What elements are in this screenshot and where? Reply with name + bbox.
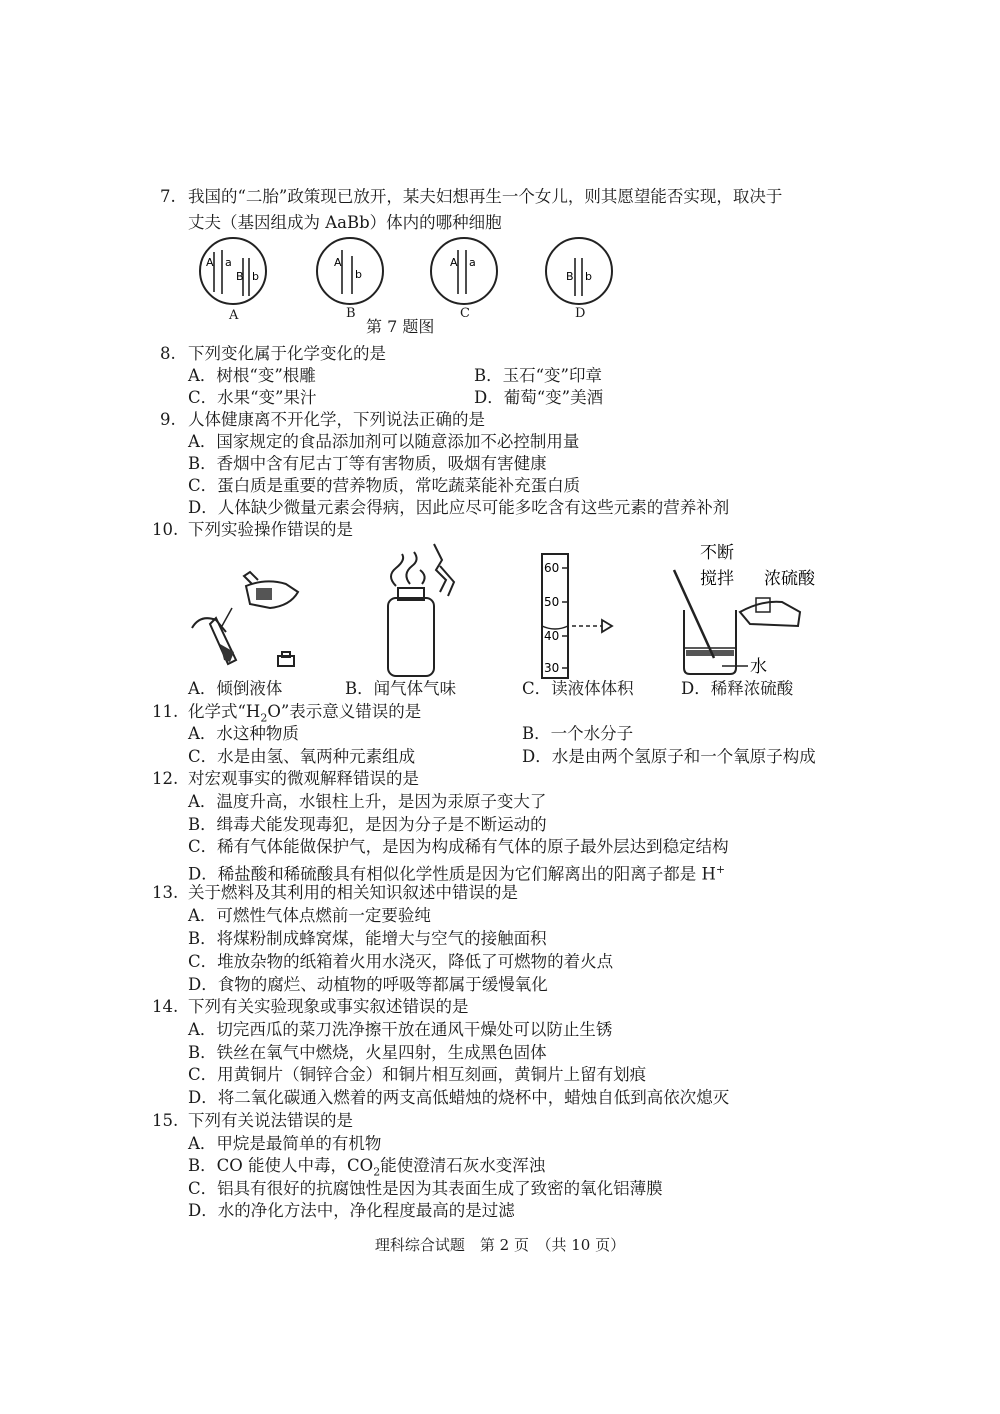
cell-label-b: B [346,306,356,321]
cell-a-gene-4: b [252,270,259,283]
question-14-stem: 下列有关实验现象或事实叙述错误的是 [188,997,469,1016]
cell-a-diagram [200,238,266,304]
question-13-option-b: B．将煤粉制成蜂窝煤，能增大与空气的接触面积 [188,929,547,948]
question-10-option-b: B．闻气体气味 [345,679,457,698]
cell-label-d: D [575,306,586,321]
cylinder-mark-50: 50 [544,595,560,609]
cylinder-mark-40: 40 [544,629,560,643]
cell-label-c: C [460,306,470,321]
question-7-number: 7. [160,187,176,206]
cell-c-gene-1: A [450,256,458,269]
question-8-option-d: D．葡萄“变”美酒 [474,388,604,407]
question-11-option-d: D．水是由两个氢原子和一个氧原子构成 [522,747,816,766]
cell-d-gene-1: B [566,270,574,283]
question-9-option-b: B．香烟中含有尼古丁等有害物质，吸烟有害健康 [188,454,547,473]
cell-a-gene-2: a [225,256,232,269]
cylinder-mark-30: 30 [544,661,560,675]
cell-c-diagram [431,238,497,304]
question-9-stem: 人体健康离不开化学，下列说法正确的是 [188,410,485,429]
question-12-option-a: A．温度升高，水银柱上升，是因为汞原子变大了 [188,792,547,811]
question-14-option-c: C．用黄铜片（铜锌合金）和铜片相互刻画，黄铜片上留有划痕 [188,1065,647,1084]
stir-text-2: 搅拌 [700,569,734,589]
question-15-number: 15. [152,1111,179,1130]
question-12-option-b: B．缉毒犬能发现毒犯，是因为分子是不断运动的 [188,815,547,834]
question-11-number: 11. [152,702,179,721]
smelling-gas-figure [376,540,466,680]
question-15-option-d: D．水的净化方法中，净化程度最高的是过滤 [188,1201,515,1220]
question-7-caption: 第 7 题图 [366,317,435,336]
question-13-option-a: A．可燃性气体点燃前一定要验纯 [188,906,431,925]
question-12-option-d-superscript: + [715,863,726,876]
question-15-option-a: A．甲烷是最简单的有机物 [188,1134,382,1153]
question-11-option-b: B．一个水分子 [522,724,634,743]
cell-d-diagram [546,238,612,304]
cell-a-gene-1: A [206,256,214,269]
question-9-option-a: A．国家规定的食品添加剂可以随意添加不必控制用量 [188,432,580,451]
question-7-stem-line1: 我国的“二胎”政策现已放开，某夫妇想再生一个女儿，则其愿望能否实现，取决于 [188,187,783,206]
question-8-stem: 下列变化属于化学变化的是 [188,344,386,363]
question-11-option-c: C．水是由氢、氧两种元素组成 [188,747,416,766]
cell-label-a: A [229,308,239,323]
stir-text-1: 不断 [700,543,734,563]
question-9-option-c: C．蛋白质是重要的营养物质，常吃蔬菜能补充蛋白质 [188,476,581,495]
question-14-number: 14. [152,997,179,1016]
acid-label: 浓硫酸 [764,569,815,589]
question-13-option-d: D．食物的腐烂、动植物的呼吸等都属于缓慢氧化 [188,975,548,994]
question-8-number: 8. [160,344,176,363]
question-13-option-c: C．堆放杂物的纸箱着火用水浇灭，降低了可燃物的着火点 [188,952,614,971]
question-13-stem: 关于燃料及其利用的相关知识叙述中错误的是 [188,883,518,902]
question-15-stem: 下列有关说法错误的是 [188,1111,353,1130]
cell-a-gene-3: B [236,270,244,283]
question-15-option-b-subscript: 2 [373,1165,381,1179]
cell-b-diagram [317,238,383,304]
question-8-option-b: B．玉石“变”印章 [474,366,602,385]
question-15-option-c: C．铝具有很好的抗腐蚀性是因为其表面生成了致密的氧化铝薄膜 [188,1179,663,1198]
cell-d-gene-2: b [585,270,592,283]
question-12-option-d-text: D．稀盐酸和稀硫酸具有相似化学性质是因为它们解离出的阳离子都是 H [188,864,716,884]
question-12-option-c: C．稀有气体能做保护气，是因为构成稀有气体的原子最外层达到稳定结构 [188,837,729,856]
question-9-number: 9. [160,410,176,429]
question-9-option-d: D．人体缺少微量元素会得病，因此应尽可能多吃含有这些元素的营养补剂 [188,498,730,517]
reading-volume-figure [532,550,632,680]
question-8-option-a: A．树根“变”根雕 [188,366,316,385]
question-11-stem-pre: 化学式“H [188,702,261,721]
question-10-option-d: D．稀释浓硫酸 [681,679,794,698]
question-7-stem-line2: 丈夫（基因组成为 AaBb）体内的哪种细胞 [188,213,502,232]
cylinder-mark-60: 60 [544,561,560,575]
question-10-option-c: C．读液体体积 [522,679,634,698]
question-14-option-d: D．将二氧化碳通入燃着的两支高低蜡烛的烧杯中，蜡烛自低到高依次熄灭 [188,1088,730,1107]
pouring-liquid-figure [186,548,316,678]
question-11-stem-subscript: 2 [260,711,268,725]
question-8-option-c: C．水果“变”果汁 [188,388,317,407]
diluting-acid-figure [670,540,840,680]
water-label: 水 [750,657,767,677]
question-10-stem: 下列实验操作错误的是 [188,520,353,539]
question-10-number: 10. [152,520,179,539]
question-14-option-b: B．铁丝在氧气中燃烧，火星四射，生成黑色固体 [188,1043,547,1062]
question-11-option-a: A．水这种物质 [188,724,299,743]
cell-b-gene-1: A [334,256,342,269]
cell-b-gene-2: b [355,268,362,281]
question-15-option-b-pre: B．CO 能使人中毒，CO [188,1156,374,1175]
question-12-number: 12. [152,769,179,788]
question-15-option-b-post: 能使澄清石灰水变浑浊 [380,1156,546,1175]
question-13-number: 13. [152,883,179,902]
question-11-stem-post: O”表示意义错误的是 [267,702,422,721]
cell-c-gene-2: a [469,256,476,269]
question-12-stem: 对宏观事实的微观解释错误的是 [188,769,419,788]
question-10-option-a: A．倾倒液体 [188,679,283,698]
question-14-option-a: A．切完西瓜的菜刀洗净擦干放在通风干燥处可以防止生锈 [188,1020,613,1039]
page-footer: 理科综合试题 第 2 页 （共 10 页） [374,1236,626,1254]
